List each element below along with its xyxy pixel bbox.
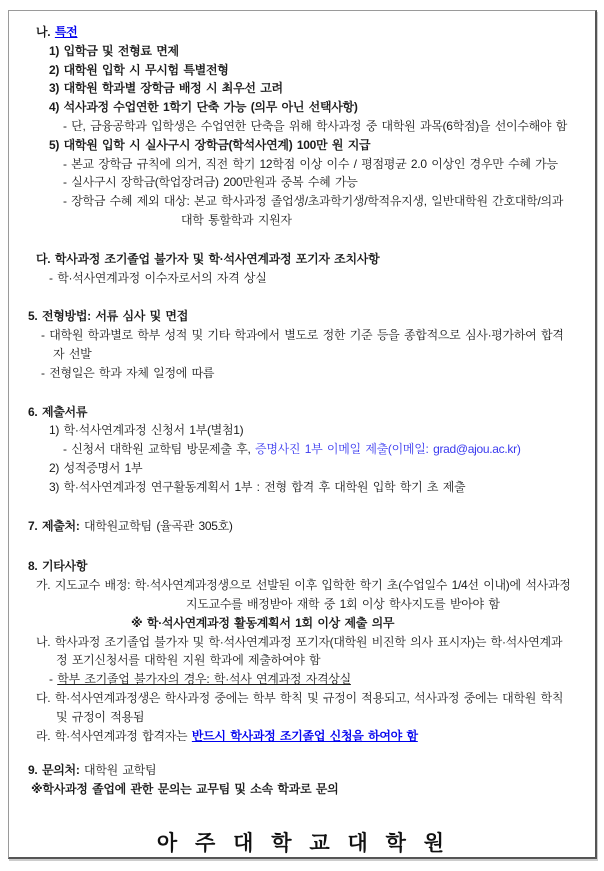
line-sec8-ra [36,727,595,746]
text-segment: 라. 학·석사연계과정 합격자는 [36,728,192,743]
line-sec8-da-cont [56,708,595,727]
line-da-measures [36,250,595,269]
text-segment: 8. 기타사항 [28,559,88,574]
line-na-benefits [36,23,595,42]
line-sec5-note1-cont [53,345,595,364]
text-segment: 대학원교학팀 (율곡관 305호) [79,518,233,533]
text-segment: ※학사과정 졸업에 관한 문의는 교무팀 및 소속 학과로 문의 [31,782,339,797]
text-segment: 3) 학·석사연계과정 연구활동계획서 1부 : 전형 합격 후 대학원 입학 학기 초 제출 [49,479,466,494]
line-sec6-doc1-note [63,440,595,459]
line-sec5-note2 [41,364,595,383]
text-segment: ※ 학·석사연계과정 활동계획서 1회 이상 제출 의무 [131,615,395,630]
line-sec6-doc2 [49,459,595,478]
text-segment: 다. 학·석사연계과정생은 학사과정 중에는 학부 학칙 및 규정이 적용되고, 석사과정 중에는 대학원 학칙 [36,690,564,705]
line-sec7-submit-to [28,517,595,536]
link-benefits[interactable]: 특전 [54,25,78,39]
line-benefit-5-note3 [63,192,595,211]
text-segment: 4) 석사과정 수업연한 1학기 단축 가능 (의무 아닌 선택사항) [49,100,358,115]
line-benefit-4 [49,98,595,117]
text-segment: 5. 전형방법: 서류 심사 및 면접 [28,309,188,324]
line-sec8-ga-cont [186,595,595,614]
disqualification-note: 학부 조기졸업 불가자의 경우: 학·석사 연계과정 자격상실 [57,672,351,687]
text-segment: 2) 대학원 입학 시 무시험 특별전형 [49,62,229,77]
line-benefit-3 [49,79,595,98]
line-sec9-note [31,780,595,799]
text-segment: 1) 학·석사연계과정 신청서 1부(별첨1) [49,423,244,438]
line-sec8-da [36,689,595,708]
line-sec6-doc3 [49,478,595,497]
text-segment: 대학원 교학팀 [79,763,157,778]
line-da-measures-note [49,269,595,288]
text-segment: 지도교수를 배정받아 재학 중 1회 이상 학사지도를 받아야 함 [186,596,500,611]
text-segment: - 전형일은 학과 자체 일정에 따름 [41,365,215,380]
line-sec5-note1 [41,326,595,345]
text-segment: 7. 제출처: [28,518,80,533]
line-sec6-documents [28,403,595,422]
text-segment: - 학·석사연계과정 이수자로서의 자격 상실 [49,270,267,285]
email-address-link[interactable]: grad@ajou.ac.kr [433,442,517,457]
email-submit-note: 증명사진 1부 이메일 제출(이메일: [255,442,434,457]
text-segment: - 본교 장학금 규칙에 의거, 직전 학기 12학점 이상 이수 / 평점평균 2.0 이상인 경우만 수혜 가능 [63,156,558,171]
text-segment: 대학 통할학과 지원자 [181,212,292,227]
text-segment: 정 포기신청서를 대학원 지원 학과에 제출하여야 함 [56,653,321,668]
text-segment: 다. 학사과정 조기졸업 불가자 및 학·석사연계과정 포기자 조치사항 [36,251,380,266]
text-segment: 3) 대학원 학과별 장학금 배정 시 최우선 고려 [49,81,283,96]
line-benefit-4-note [63,117,595,136]
text-segment: - 신청서 대학원 교학팀 방문제출 후, [63,442,256,457]
item-label: 나. [36,25,55,39]
document-body [9,23,595,799]
text-segment: 5) 대학원 입학 시 실사구시 장학금(학석사연계) 100만 원 지급 [49,137,371,152]
text-segment: - 대학원 학과별로 학부 성적 및 기타 학과에서 별도로 정한 기준 등을 종합적으로 심사·평가하여 합격 [41,328,564,343]
line-benefit-5-note2 [63,173,595,192]
line-sec6-doc1 [49,421,595,440]
text-segment: 가. 지도교수 배정: 학·석사연계과정생으로 선발된 이후 입학한 학기 초(수업일수 1/4선 이내)에 석사과정 [36,578,571,593]
document-page [8,10,597,859]
text-segment: 및 규정이 적용됨 [56,709,145,724]
line-benefit-5 [49,136,595,155]
line-benefit-5-note1 [63,155,595,174]
text-segment: 자 선발 [53,346,92,361]
text-segment: 9. 문의처: [28,763,80,778]
line-sec9-contact [28,761,595,780]
early-graduation-emphasis: 반드시 학사과정 조기졸업 신청을 하여야 함 [191,728,418,743]
university-title: 아 주 대 학 교 대 학 원 [156,831,448,855]
text-segment: - 장학금 수혜 제외 대상: 본교 학사과정 졸업생/초과학기생/학적유지생, 일반대학원 간호대학/의과 [63,194,564,209]
line-sec8-etc [28,557,595,576]
line-benefit-2 [49,61,595,80]
line-benefit-5-note3-cont [181,211,595,230]
line-sec8-ga-note [131,614,595,633]
text-segment: - 단, 금융공학과 입학생은 수업연한 단축을 위해 학사과정 중 대학원 과목(6학점)을 선이수해야 함 [63,118,568,133]
line-sec8-na-note [49,670,595,689]
line-sec8-na [36,633,595,652]
text-segment: 나. 학사과정 조기졸업 불가자 및 학·석사연계과정 포기자(대학원 비진학 의사 표시자)는 학·석사연계과 [36,634,563,649]
line-sec8-na-cont [56,651,595,670]
line-sec5-method [28,307,595,326]
text-segment: 6. 제출서류 [28,404,88,419]
line-sec8-ga [36,576,595,595]
text-segment: 1) 입학금 및 전형료 면제 [49,43,179,58]
text-segment: - [49,672,58,687]
line-benefit-1 [49,42,595,61]
text-segment: - 실사구시 장학금(학업장려금) 200만원과 중복 수혜 가능 [63,175,358,190]
text-segment: ) [516,442,521,457]
text-segment: 2) 성적증명서 1부 [49,460,143,475]
